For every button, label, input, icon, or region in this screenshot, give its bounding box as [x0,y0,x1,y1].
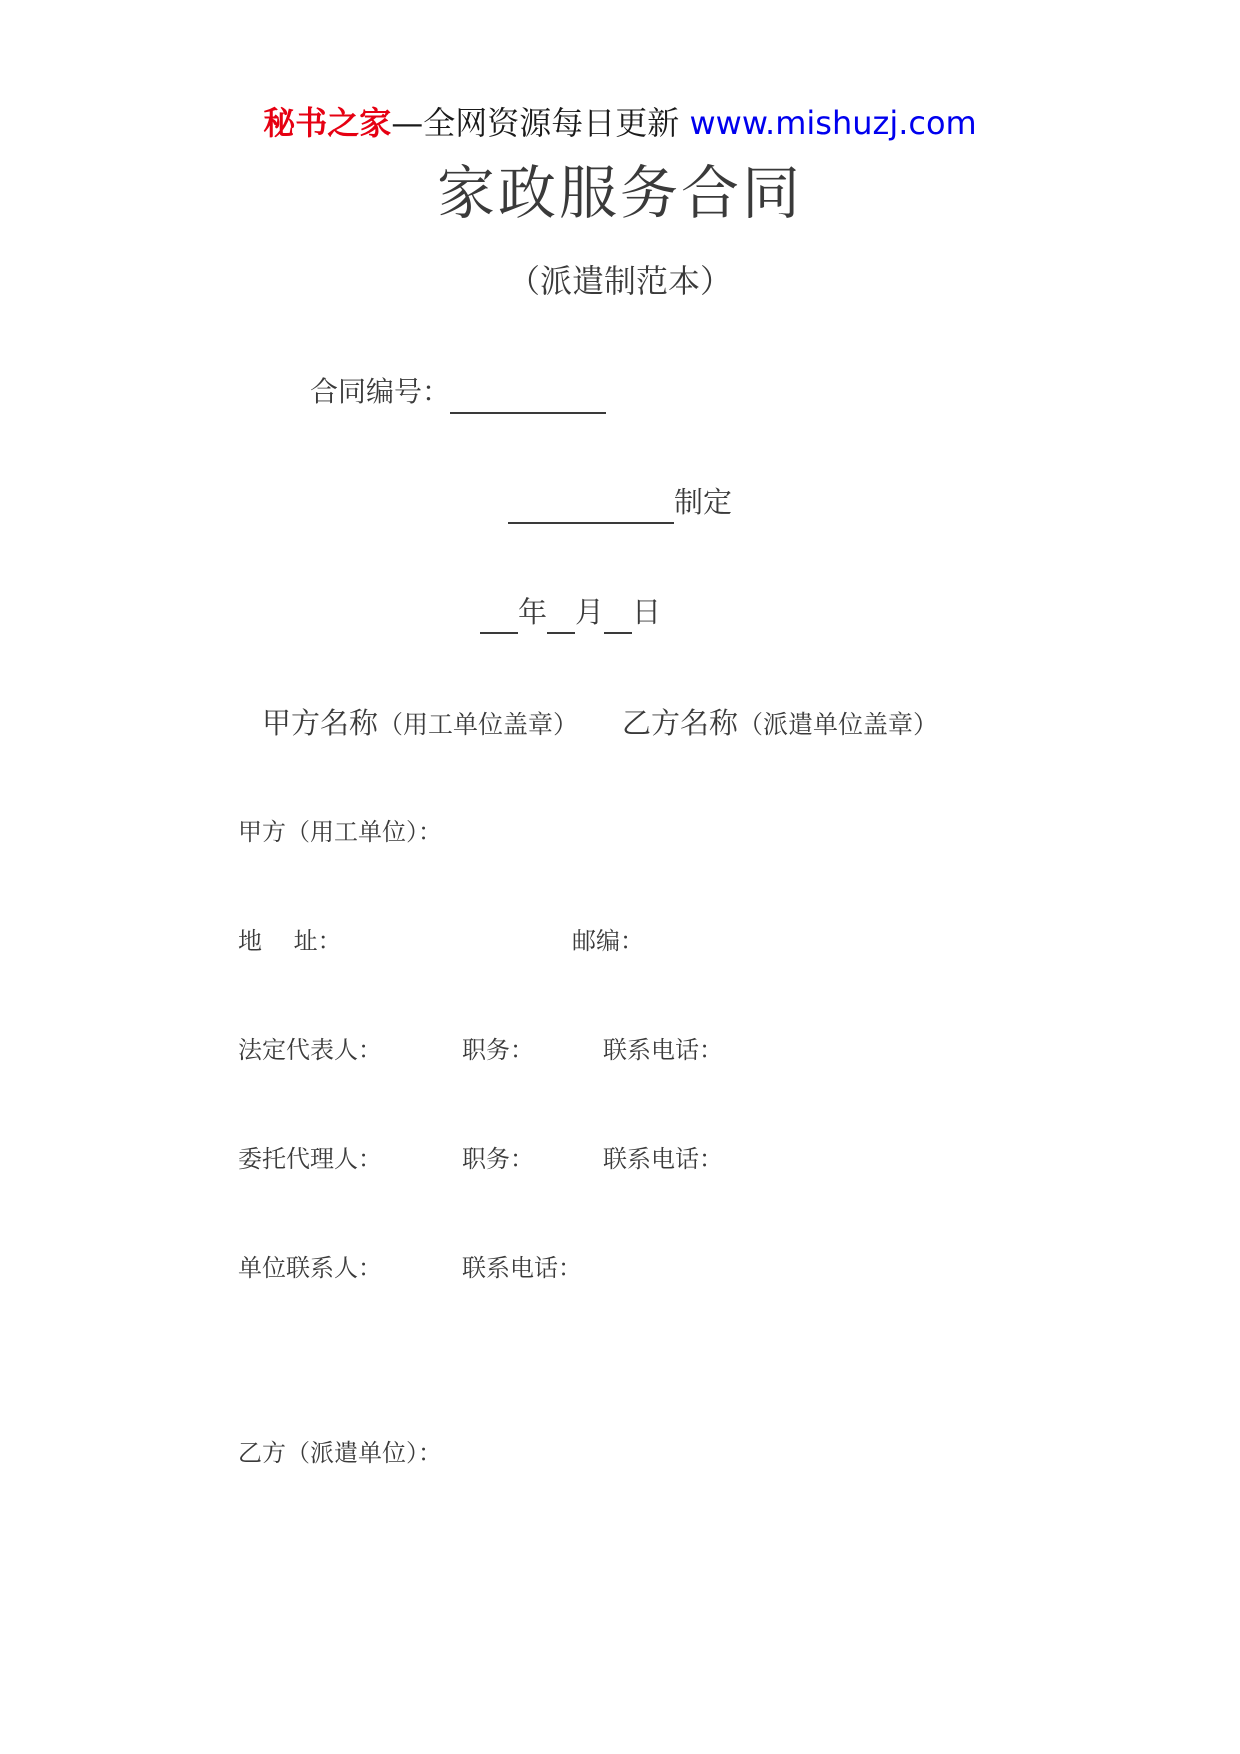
document-title: 家政服务合同 [436,159,803,227]
agent-phone-label: 联系电话： [603,1145,723,1173]
contract-number-label: 合同编号： [310,375,451,408]
made-by-label: 制定 [673,485,732,519]
year-blank [480,596,518,634]
day-blank [604,596,632,634]
party-b-seal-note: （派遣单位盖章） [738,710,939,739]
unit-contact-phone-label: 联系电话： [462,1254,582,1282]
contract-number-blank [450,376,606,414]
contract-number-row [310,370,606,414]
party-a-seal-note: （用工单位盖章） [378,710,579,739]
date-row [480,590,661,634]
address-label: 地 址： [238,927,342,955]
month-label: 月 [575,595,605,629]
agent-position-label: 职务： [462,1145,534,1173]
year-label: 年 [518,595,548,629]
party-a-heading: 甲方（用工单位）： [238,818,442,846]
day-label: 日 [632,595,662,629]
site-header [0,100,1240,146]
unit-contact-label: 单位联系人： [238,1254,382,1282]
header-tagline: —全网资源每日更新 [391,104,680,142]
party-a-name-label: 甲方名称 [262,706,379,740]
document-subtitle: （派遣制范本） [507,262,732,300]
legal-rep-label: 法定代表人： [238,1036,382,1064]
party-names-row [262,700,938,748]
legal-rep-phone-label: 联系电话： [603,1036,723,1064]
agent-label: 委托代理人： [238,1145,382,1173]
made-by-row [0,480,1240,524]
site-link[interactable]: www.mishuzj.com [689,104,977,142]
made-by-blank [508,486,674,524]
party-b-name-label: 乙方名称 [622,706,739,740]
party-b-heading: 乙方（派遣单位）： [238,1439,442,1467]
legal-rep-position-label: 职务： [462,1036,534,1064]
brand-name: 秘书之家 [263,104,392,142]
postal-code-label: 邮编： [572,927,644,955]
month-blank [547,596,575,634]
